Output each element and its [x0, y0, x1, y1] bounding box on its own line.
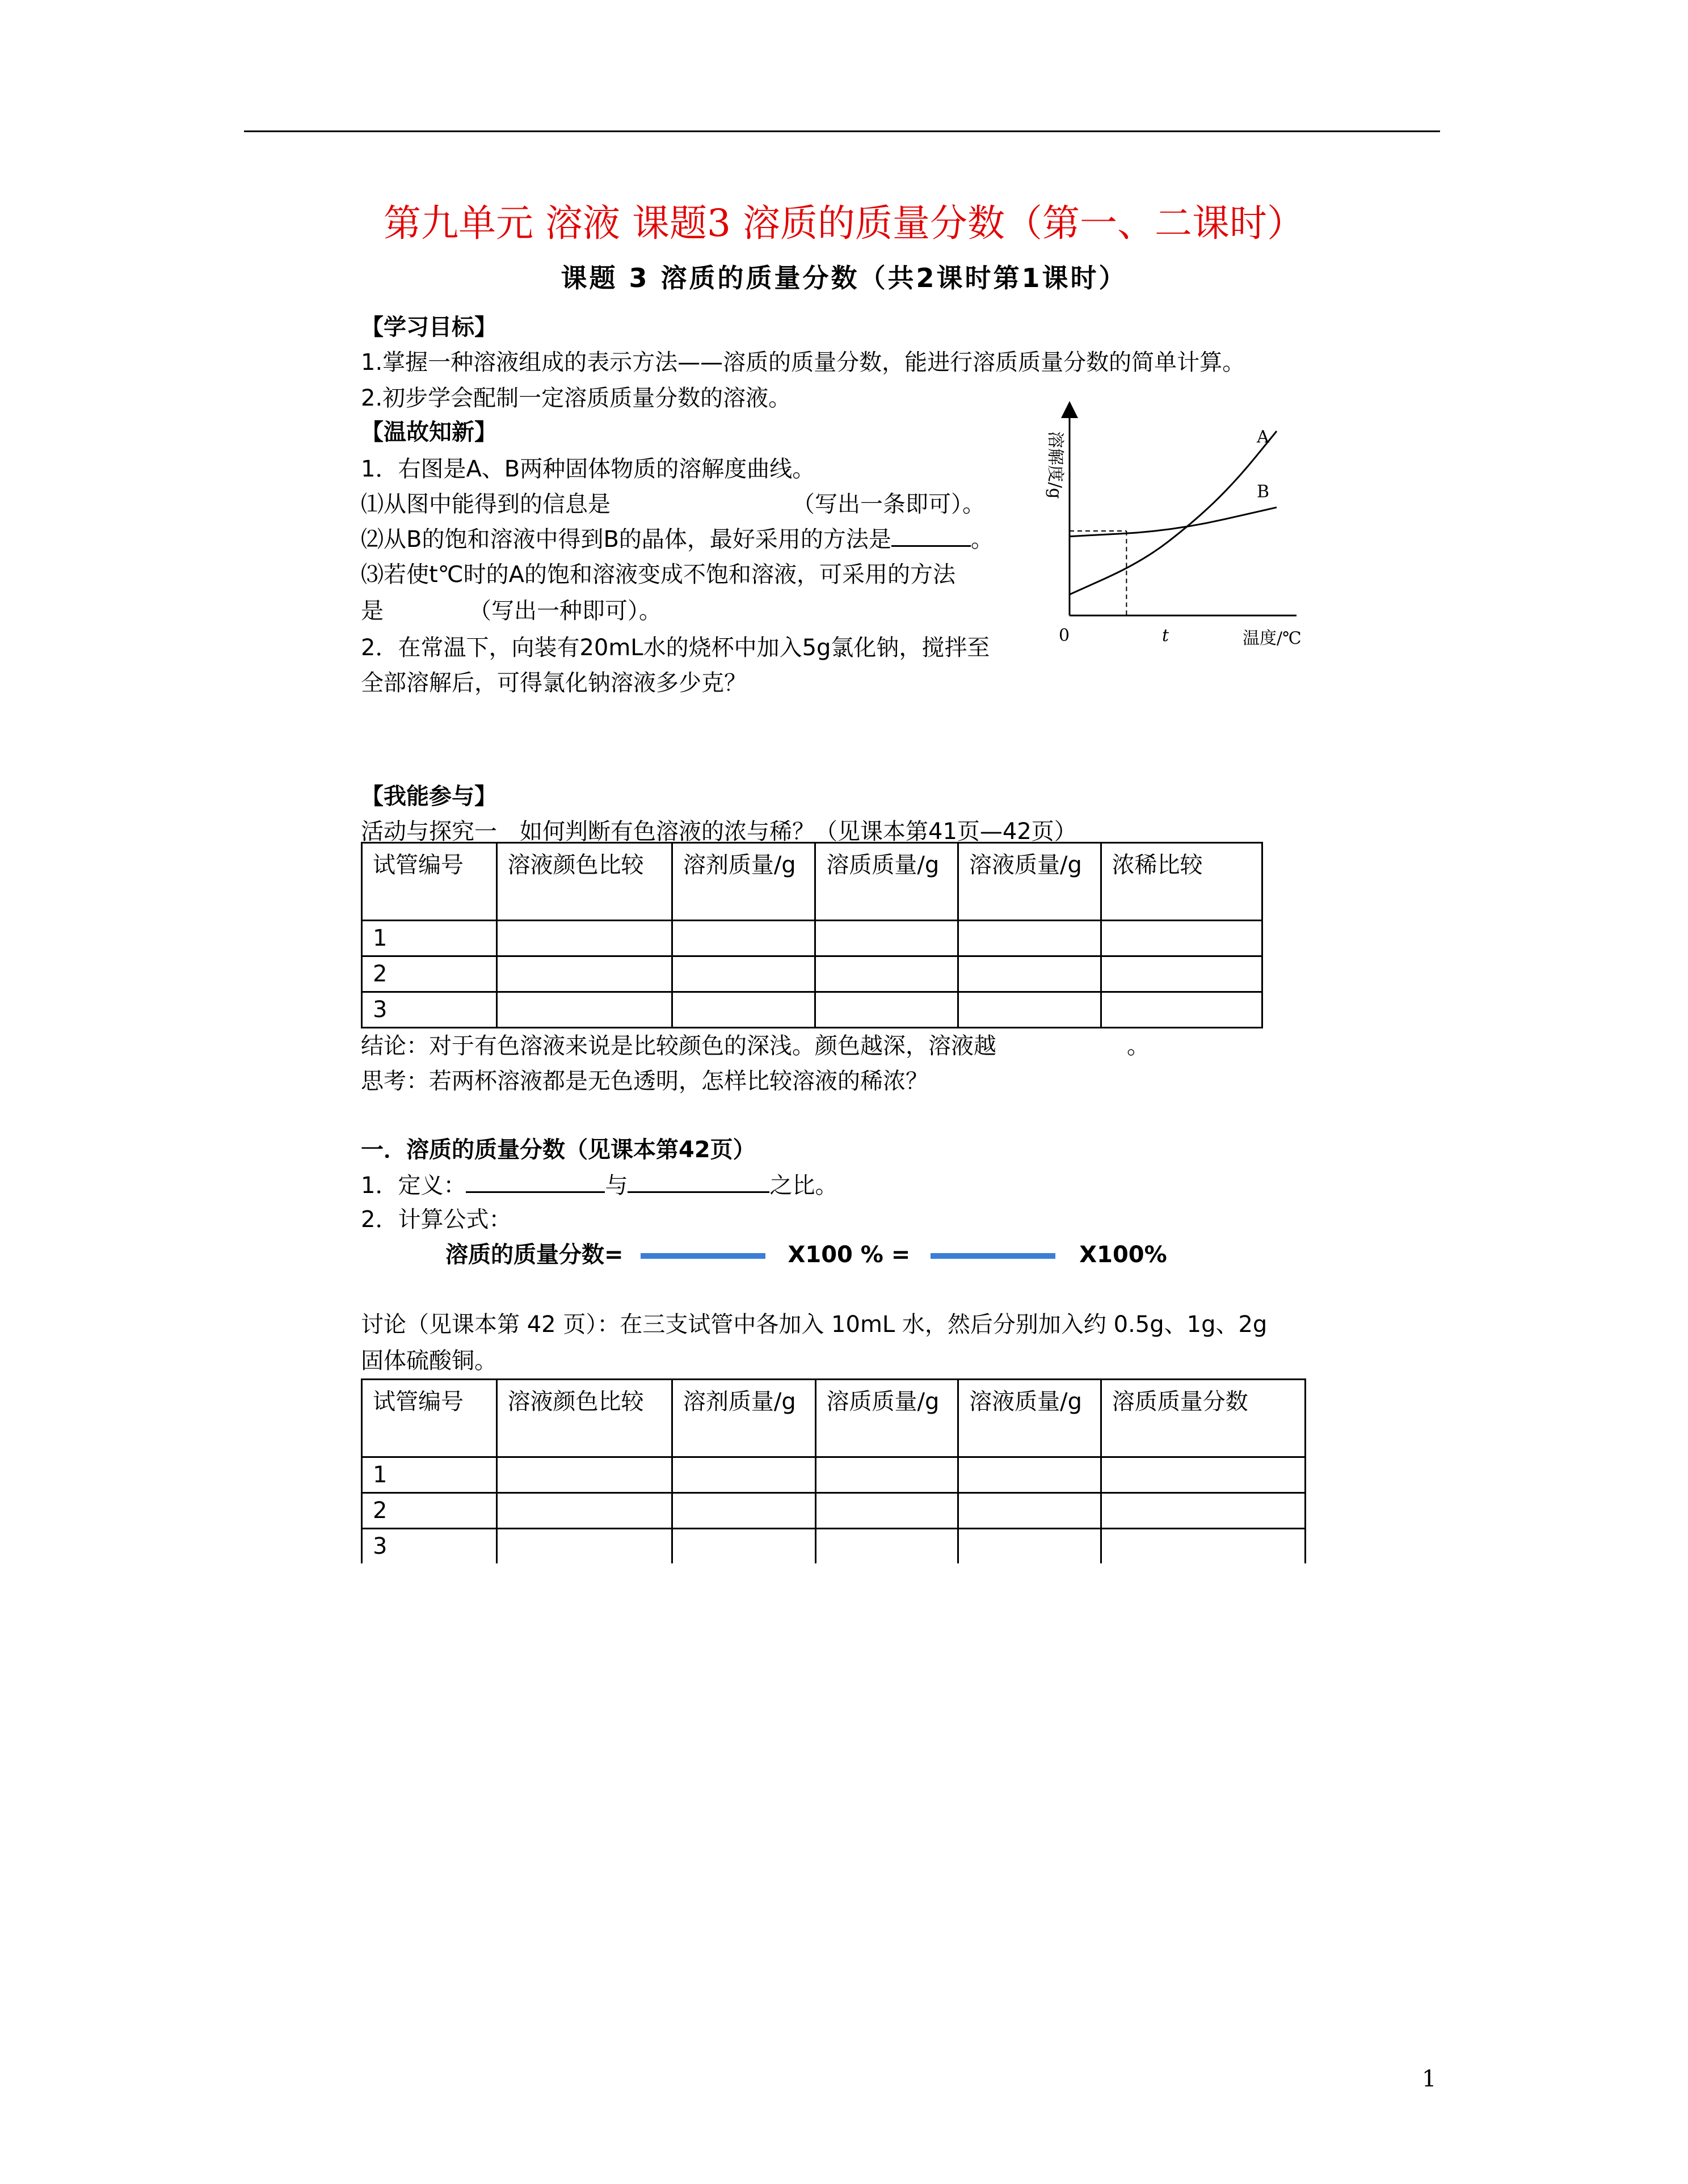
series-label-a: A — [1257, 427, 1269, 447]
q1b-blank[interactable] — [891, 545, 971, 547]
table-cell[interactable] — [496, 1529, 672, 1564]
conclusion-suffix: 。 — [1127, 1033, 1150, 1059]
goal-item-2: 2.初步学会配制一定溶质质量分数的溶液。 — [361, 385, 792, 411]
table-row — [362, 1529, 1306, 1564]
table-cell[interactable] — [672, 992, 815, 1028]
tube-number-cell: 2 — [362, 1493, 497, 1529]
table-cell[interactable] — [958, 992, 1101, 1028]
table-header-row — [362, 1380, 1306, 1457]
table-cell[interactable] — [815, 956, 958, 992]
tube-number-cell: 3 — [362, 1529, 497, 1564]
definition-label: 1．定义： — [361, 1173, 466, 1199]
table-cell[interactable] — [958, 1529, 1101, 1564]
lesson-subtitle: 课题 3 溶质的质量分数（共2课时第1课时） — [561, 263, 1127, 293]
table-header-cell: 溶剂质量/g — [672, 843, 815, 921]
review-question-1c-line1: ⑶若使t℃时的A的饱和溶液变成不饱和溶液，可采用的方法 — [361, 562, 955, 588]
table-cell[interactable] — [672, 1493, 815, 1529]
table-header-cell: 溶液颜色比较 — [496, 1380, 672, 1457]
goal-item-1: 1.掌握一种溶液组成的表示方法——溶质的质量分数，能进行溶质质量分数的简单计算。 — [361, 349, 1245, 376]
y-axis-label: 溶解度/g — [1045, 431, 1065, 499]
curve-b — [1070, 507, 1277, 536]
fraction-bar-2 — [931, 1253, 1055, 1259]
conclusion-prefix: 结论：对于有色溶液来说是比较颜色的深浅。颜色越深，溶液越 — [361, 1033, 996, 1059]
color-compare-table — [361, 842, 1263, 1028]
table-cell[interactable] — [672, 921, 815, 956]
table-header-cell: 溶液质量/g — [958, 1380, 1101, 1457]
tube-number-cell: 1 — [362, 921, 497, 956]
origin-label: 0 — [1059, 626, 1070, 646]
review-heading: 【温故知新】 — [361, 419, 497, 445]
table-cell[interactable] — [1101, 956, 1262, 992]
table-cell[interactable] — [958, 1457, 1101, 1493]
table-cell[interactable] — [672, 1457, 815, 1493]
series-label-b: B — [1257, 482, 1270, 502]
curve-a — [1070, 431, 1277, 595]
table-cell[interactable] — [1101, 1493, 1305, 1529]
definition-line — [361, 1167, 837, 1200]
formula-label: 2．计算公式： — [361, 1207, 512, 1233]
table-header-cell: 溶质质量/g — [815, 843, 958, 921]
goals-heading: 【学习目标】 — [361, 314, 497, 340]
table-header-cell: 溶液质量/g — [958, 843, 1101, 921]
table-cell[interactable] — [815, 921, 958, 956]
table-cell[interactable] — [815, 1457, 958, 1493]
q1c-suffix: （写出一种即可）。 — [469, 598, 662, 624]
table-row — [362, 1493, 1306, 1529]
table-cell[interactable] — [815, 1493, 958, 1529]
formula-line — [445, 1237, 1167, 1269]
table-row — [362, 1457, 1306, 1493]
page-number: 1 — [1422, 2066, 1437, 2092]
definition-blank-2[interactable] — [628, 1191, 769, 1193]
table-header-cell: 浓稀比较 — [1101, 843, 1262, 921]
x-axis-label: 温度/℃ — [1243, 629, 1302, 648]
q1c-prefix: 是 — [361, 598, 384, 624]
tube-number-cell: 3 — [362, 992, 497, 1028]
definition-and: 与 — [605, 1173, 628, 1199]
review-question-1a — [361, 486, 985, 518]
mass-fraction-heading: 一．溶质的质量分数（见课本第42页） — [361, 1137, 756, 1163]
table-header-cell: 试管编号 — [362, 1380, 497, 1457]
q1b-suffix: 。 — [970, 526, 994, 553]
q1a-prefix: ⑴从图中能得到的信息是 — [361, 491, 611, 517]
conclusion-text — [361, 1028, 1150, 1060]
review-question-1c-line2 — [361, 593, 662, 625]
participate-heading: 【我能参与】 — [361, 783, 497, 809]
table-cell[interactable] — [958, 921, 1101, 956]
table-cell[interactable] — [496, 1457, 672, 1493]
table-cell[interactable] — [496, 992, 672, 1028]
review-question-1: 1．右图是A、B两种固体物质的溶解度曲线。 — [361, 456, 815, 482]
table-cell[interactable] — [815, 1529, 958, 1564]
think-text: 思考：若两杯溶液都是无色透明，怎样比较溶液的稀浓？ — [361, 1068, 928, 1094]
table-header-cell: 溶剂质量/g — [672, 1380, 815, 1457]
table-cell[interactable] — [1101, 1529, 1305, 1564]
table-cell[interactable] — [672, 956, 815, 992]
solubility-chart — [1038, 397, 1333, 664]
table-cell[interactable] — [496, 956, 672, 992]
table-header-row — [362, 843, 1262, 921]
review-question-2-line2: 全部溶解后，可得氯化钠溶液多少克？ — [361, 670, 747, 696]
review-question-1b — [361, 521, 994, 554]
table-cell[interactable] — [496, 1493, 672, 1529]
discussion-line-1: 讨论（见课本第 42 页）：在三支试管中各加入 10mL 水，然后分别加入约 0.5g、1g、2g — [361, 1312, 1268, 1338]
table-cell[interactable] — [672, 1529, 815, 1564]
header-rule — [244, 130, 1440, 132]
table-cell[interactable] — [958, 1493, 1101, 1529]
table-header-cell: 溶质质量分数 — [1101, 1380, 1305, 1457]
formula-lhs: 溶质的质量分数= — [445, 1242, 624, 1268]
tube-number-cell: 2 — [362, 956, 497, 992]
discussion-line-2: 固体硫酸铜。 — [361, 1348, 497, 1374]
q1a-suffix: （写出一条即可）。 — [792, 491, 985, 517]
table-row — [362, 956, 1262, 992]
table-cell[interactable] — [958, 956, 1101, 992]
table-cell[interactable] — [496, 921, 672, 956]
table-cell[interactable] — [1101, 1457, 1305, 1493]
page-title: 第九单元 溶液 课题3 溶质的质量分数（第一、二课时） — [384, 201, 1304, 245]
table-row — [362, 921, 1262, 956]
definition-end: 之比。 — [769, 1173, 838, 1199]
q1b-prefix: ⑵从B的饱和溶液中得到B的晶体，最好采用的方法是 — [361, 526, 891, 553]
table-cell[interactable] — [1101, 992, 1262, 1028]
tube-number-cell: 1 — [362, 1457, 497, 1493]
mass-fraction-table — [361, 1378, 1306, 1563]
table-header-cell: 溶质质量/g — [815, 1380, 958, 1457]
fraction-bar-1 — [641, 1253, 765, 1259]
definition-blank-1[interactable] — [466, 1191, 605, 1193]
table-header-cell: 试管编号 — [362, 843, 497, 921]
t-marker-label: t — [1162, 626, 1169, 646]
table-cell[interactable] — [815, 992, 958, 1028]
table-cell[interactable] — [1101, 921, 1262, 956]
table-header-cell: 溶液颜色比较 — [496, 843, 672, 921]
table-row — [362, 992, 1262, 1028]
formula-multiply-2: X100% — [1079, 1242, 1167, 1268]
review-question-2-line1: 2．在常温下，向装有20mL水的烧杯中加入5g氯化钠，搅拌至 — [361, 635, 990, 661]
activity-text: 活动与探究一 如何判断有色溶液的浓与稀？（见课本第41页—42页） — [361, 819, 1077, 845]
formula-multiply-1: X100 % = — [788, 1242, 911, 1268]
